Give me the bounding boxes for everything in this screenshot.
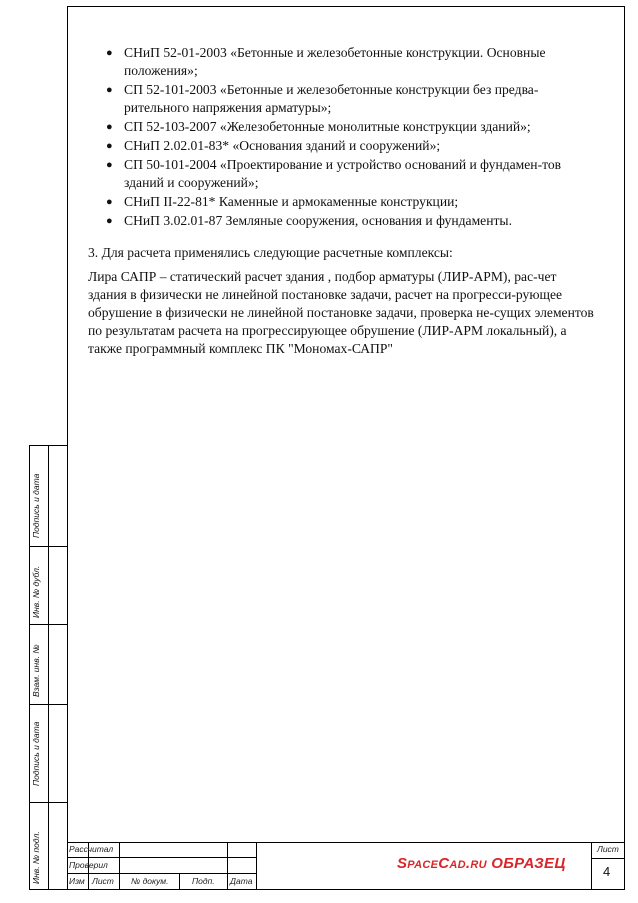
list-item-text: СНиП II-22-81* Каменные и армокаменные конструкции; [124, 194, 459, 209]
sign-label: Подп. [192, 876, 215, 886]
list-item-text: СП 52-101-2003 «Бетонные и железобетонные конструкции без предва-рительного напряжения арматуры»; [124, 82, 539, 115]
logo-sample-text: ОБРАЗЕЦ [491, 855, 566, 872]
side-label-replace-inv: Взам. инв. № [31, 644, 41, 697]
list-item-text: СНиП 2.02.01-83* «Основания зданий и сооружений»; [124, 138, 441, 153]
list-item [88, 137, 596, 155]
logo-brand-text: SpaceCad.ru [397, 855, 487, 872]
list-item [88, 156, 596, 192]
sheet-label: Лист [597, 844, 619, 854]
sheet-col-label: Лист [92, 876, 114, 886]
side-label-orig-inv: Инв. № подл. [31, 831, 41, 884]
section-3-text: Лира САПР – статический расчет здания , подбор арматуры (ЛИР-АРМ), рас-чет здания в физически не линейной постановке задачи, расчет на прогресси-рующее обрушение в физически не линейной постановке задачи, проверка не-сущих элементов по результатам расчета на прогрессирующее обрушение (ЛИР-АРМ локальный), а также программный комплекс ПК "Мономах-САПР" [88, 269, 594, 356]
sheet-number: 4 [603, 864, 611, 879]
change-label: Изм [69, 876, 85, 886]
list-item [88, 44, 596, 80]
list-item [88, 193, 596, 211]
list-item [88, 212, 596, 230]
list-item-text: СНиП 3.02.01-87 Земляные сооружения, основания и фундаменты. [124, 213, 512, 228]
list-item [88, 81, 596, 117]
title-block [67, 842, 625, 890]
bullet-icon: ● [106, 196, 113, 208]
document-body [88, 44, 596, 358]
list-item-text: СП 50-101-2004 «Проектирование и устройство оснований и фундамен-тов зданий и сооружений»; [124, 157, 562, 190]
checked-label: Проверил [69, 860, 108, 870]
bullet-icon: ● [106, 84, 113, 96]
bullet-icon: ● [106, 215, 113, 227]
doc-no-label: № докум. [131, 876, 169, 886]
bullet-icon: ● [106, 140, 113, 152]
prepared-label: Рассчитал [69, 844, 114, 854]
bullet-icon: ● [106, 121, 113, 133]
date-label: Дата [230, 876, 253, 886]
brand-logo [397, 855, 566, 872]
bullet-icon: ● [106, 159, 113, 171]
side-label-sign-date-2: Подпись и дата [31, 721, 41, 786]
side-label-sign-date: Подпись и дата [31, 473, 41, 538]
list-item-text: СНиП 52-01-2003 «Бетонные и железобетонные конструкции. Основные положения»; [124, 45, 546, 78]
section-3-heading: 3. Для расчета применялись следующие расчетные комплексы: [88, 245, 453, 260]
norms-list [88, 44, 596, 230]
list-item-text: СП 52-103-2007 «Железобетонные монолитные конструкции зданий»; [124, 119, 531, 134]
side-stamp-strip [29, 445, 67, 890]
list-item [88, 118, 596, 136]
side-label-dup-inv: Инв. № дубл. [31, 565, 41, 618]
bullet-icon: ● [106, 47, 113, 59]
